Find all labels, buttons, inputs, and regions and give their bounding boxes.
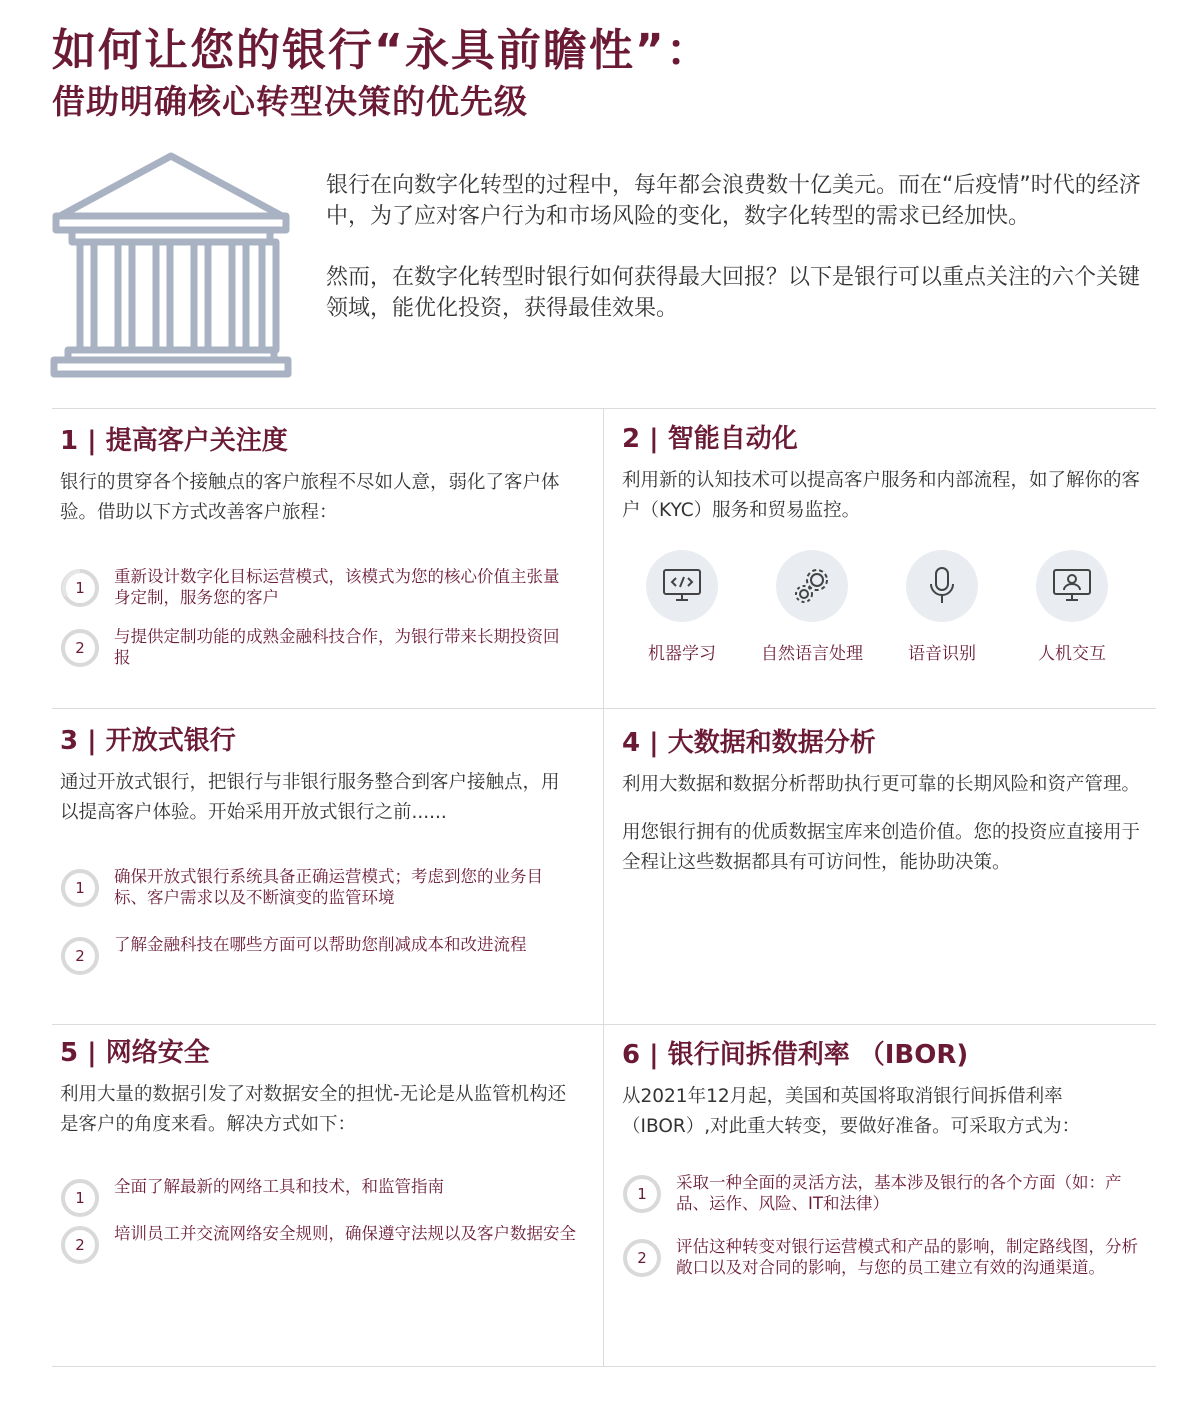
section-body: 从2021年12月起，美国和英国将取消银行间拆借利率（IBOR）,对此重大转变，要做好准备。可采取方式为： xyxy=(622,1086,1081,1137)
section-body: 利用新的认知技术可以提高客户服务和内部流程，如了解你的客户（KYC）服务和贸易监控。 xyxy=(622,470,1141,521)
page-header xyxy=(52,22,1152,124)
step-item: 2 与提供定制功能的成熟金融科技合作，为银行带来长期投资回报 xyxy=(60,626,560,668)
step-text: 评估这种转变对银行运营模式和产品的影响，制定路线图，分析敞口以及对合同的影响，与您的员工建立有效的沟通渠道。 xyxy=(676,1237,1138,1277)
step-text: 与提供定制功能的成熟金融科技合作，为银行带来长期投资回报 xyxy=(114,627,560,667)
intro-paragraph-2: 然而，在数字化转型时银行如何获得最大回报？以下是银行可以重点关注的六个关键领域，能优化投资，获得最佳效果。 xyxy=(326,265,1141,321)
technology-icons-row xyxy=(622,550,1132,666)
divider-row-1 xyxy=(52,708,1156,709)
step-text: 采取一种全面的灵活方法，基本涉及银行的各个方面（如：产品、运作、风险、IT和法律） xyxy=(676,1173,1122,1213)
section-title: 6 | 银行间拆借利率 （IBOR) xyxy=(622,1040,969,1070)
step-text: 全面了解最新的网络工具和技术，和监管指南 xyxy=(114,1177,444,1196)
step-text: 重新设计数字化目标运营模式，该模式为您的核心价值主张量身定制，服务您的客户 xyxy=(114,567,560,607)
section-title: 5 | 网络安全 xyxy=(60,1038,210,1068)
divider-vertical xyxy=(603,408,604,1366)
bank-building-icon xyxy=(50,150,292,378)
step-item: 1 采取一种全面的灵活方法，基本涉及银行的各个方面（如：产品、运作、风险、IT和法律） xyxy=(622,1172,1142,1214)
section-big-data xyxy=(622,726,1142,878)
section-title: 1 | 提高客户关注度 xyxy=(60,426,288,456)
tech-label: 自然语言处理 xyxy=(761,644,863,664)
section-body: 利用大数据和数据分析帮助执行更可靠的长期风险和资产管理。 xyxy=(622,774,1141,795)
section-body: 利用大量的数据引发了对数据安全的担忧-无论是从监管机构还是客户的角度来看。解决方式如下： xyxy=(60,1084,567,1135)
divider-top xyxy=(52,408,1156,409)
section-customer-focus xyxy=(60,424,560,668)
tech-label: 人机交互 xyxy=(1038,644,1106,664)
microphone-icon xyxy=(927,566,957,606)
step-item: 2 培训员工并交流网络安全规则，确保遵守法规以及客户数据安全 xyxy=(60,1223,580,1244)
divider-bottom xyxy=(52,1366,1156,1367)
step-text: 确保开放式银行系统具备正确运营模式；考虑到您的业务目标、客户需求以及不断演变的监管环境 xyxy=(114,867,543,907)
tech-item-speech xyxy=(882,550,1002,666)
section-intelligent-automation xyxy=(622,422,1142,666)
tech-item-nlp xyxy=(752,550,872,666)
gears-icon xyxy=(791,565,833,607)
section-cybersecurity xyxy=(60,1036,580,1254)
step-item: 1 确保开放式银行系统具备正确运营模式；考虑到您的业务目标、客户需求以及不断演变的监管环境 xyxy=(60,866,560,908)
page-subtitle: 借助明确核心转型决策的优先级 xyxy=(52,82,528,121)
code-monitor-icon xyxy=(662,568,702,604)
section-title: 4 | 大数据和数据分析 xyxy=(622,728,876,758)
user-monitor-icon xyxy=(1052,568,1092,604)
section-ibor xyxy=(622,1038,1142,1278)
section-body-2: 用您银行拥有的优质数据宝库来创造价值。您的投资应直接用于全程让这些数据都具有可访问性，能协助决策。 xyxy=(622,822,1141,873)
section-body: 银行的贯穿各个接触点的客户旅程不尽如人意，弱化了客户体验。借助以下方式改善客户旅程： xyxy=(60,472,560,523)
tech-label: 语音识别 xyxy=(908,644,976,664)
step-text: 了解金融科技在哪些方面可以帮助您削减成本和改进流程 xyxy=(114,935,527,954)
step-item: 2 了解金融科技在哪些方面可以帮助您削减成本和改进流程 xyxy=(60,934,560,955)
tech-label: 机器学习 xyxy=(648,644,716,664)
page-title: 如何让您的银行“永具前瞻性”： xyxy=(52,25,712,76)
intro-paragraph-1: 银行在向数字化转型的过程中，每年都会浪费数十亿美元。而在“后疫情”时代的经济中，为了应对客户行为和市场风险的变化，数字化转型的需求已经加快。 xyxy=(326,173,1141,229)
section-title: 3 | 开放式银行 xyxy=(60,726,236,756)
step-item: 1 重新设计数字化目标运营模式，该模式为您的核心价值主张量身定制，服务您的客户 xyxy=(60,566,560,608)
tech-item-machine-learning xyxy=(622,550,742,666)
divider-row-2 xyxy=(52,1024,1156,1025)
intro-text xyxy=(326,170,1146,354)
step-item: 2 评估这种转变对银行运营模式和产品的影响，制定路线图，分析敞口以及对合同的影响，与您的员工建立有效的沟通渠道。 xyxy=(622,1236,1142,1278)
step-text: 培训员工并交流网络安全规则，确保遵守法规以及客户数据安全 xyxy=(114,1224,576,1243)
section-title: 2 | 智能自动化 xyxy=(622,424,798,454)
tech-item-hci xyxy=(1012,550,1132,666)
section-open-banking xyxy=(60,724,560,965)
section-body: 通过开放式银行，把银行与非银行服务整合到客户接触点，用以提高客户体验。开始采用开放式银行之前...... xyxy=(60,772,560,823)
step-item: 1 全面了解最新的网络工具和技术，和监管指南 xyxy=(60,1176,580,1197)
